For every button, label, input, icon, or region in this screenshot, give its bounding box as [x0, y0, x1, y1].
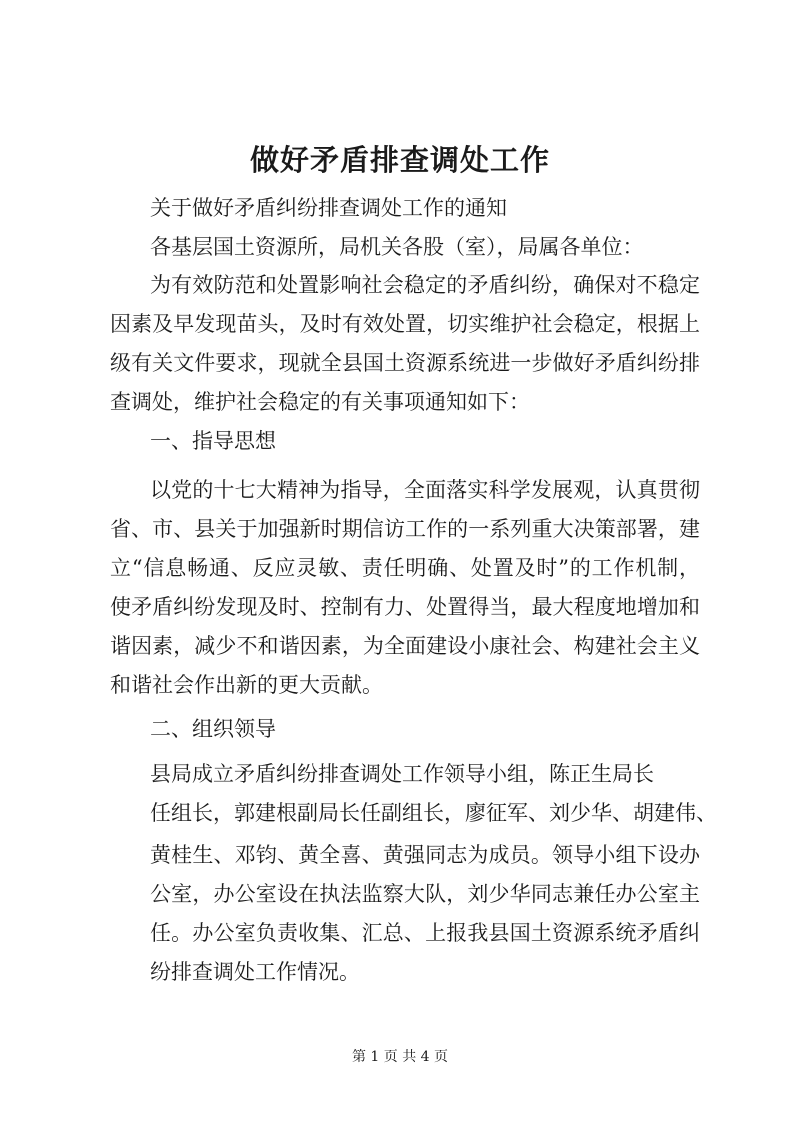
section-heading-2: 二、组织领导 [150, 717, 276, 741]
paragraph-line: 和谐社会作出新的更大贡献。 [110, 673, 383, 697]
paragraph-line: 黄桂生、邓钧、黄全喜、黄强同志为成员。领导小组下设办 [150, 843, 700, 867]
paragraph-line: 以党的十七大精神为指导，全面落实科学发展观，认真贯彻 [150, 478, 700, 502]
paragraph-line: 级有关文件要求，现就全县国土资源系统进一步做好矛盾纠纷排 [110, 351, 700, 375]
notice-heading: 关于做好矛盾纠纷排查调处工作的通知 [150, 196, 507, 220]
paragraph-line: 谐因素，减少不和谐因素，为全面建设小康社会、构建社会主义 [110, 634, 700, 658]
page-number: 第 1 页 共 4 页 [351, 1049, 449, 1065]
paragraph-line: 任组长，郭建根副局长任副组长，廖征军、刘少华、胡建伟、 [150, 801, 717, 825]
paragraph-line: 省、市、县关于加强新时期信访工作的一系列重大决策部署，建 [110, 517, 700, 541]
paragraph-line: 立“信息畅通、反应灵敏、责任明确、处置及时”的工作机制， [110, 556, 700, 580]
paragraph-line: 县局成立矛盾纠纷排查调处工作领导小组，陈正生局长 [150, 762, 654, 786]
paragraph-line: 公室，办公室设在执法监察大队，刘少华同志兼任办公室主 [150, 882, 700, 906]
paragraph-line: 纷排查调处工作情况。 [150, 960, 360, 984]
paragraph-line: 使矛盾纠纷发现及时、控制有力、处置得当，最大程度地增加和 [110, 595, 700, 619]
section-heading-1: 一、指导思想 [150, 429, 276, 453]
paragraph-line: 查调处，维护社会稳定的有关事项通知如下： [110, 390, 530, 414]
paragraph-line: 因素及早发现苗头，及时有效处置，切实维护社会稳定，根据上 [110, 312, 700, 336]
paragraph-line: 为有效防范和处置影响社会稳定的矛盾纠纷，确保对不稳定 [150, 273, 700, 297]
addressee-line: 各基层国土资源所，局机关各股（室），局属各单位： [150, 235, 644, 259]
document-title: 做好矛盾排查调处工作 [249, 143, 550, 177]
paragraph-line: 任。办公室负责收集、汇总、上报我县国土资源系统矛盾纠 [150, 921, 700, 945]
